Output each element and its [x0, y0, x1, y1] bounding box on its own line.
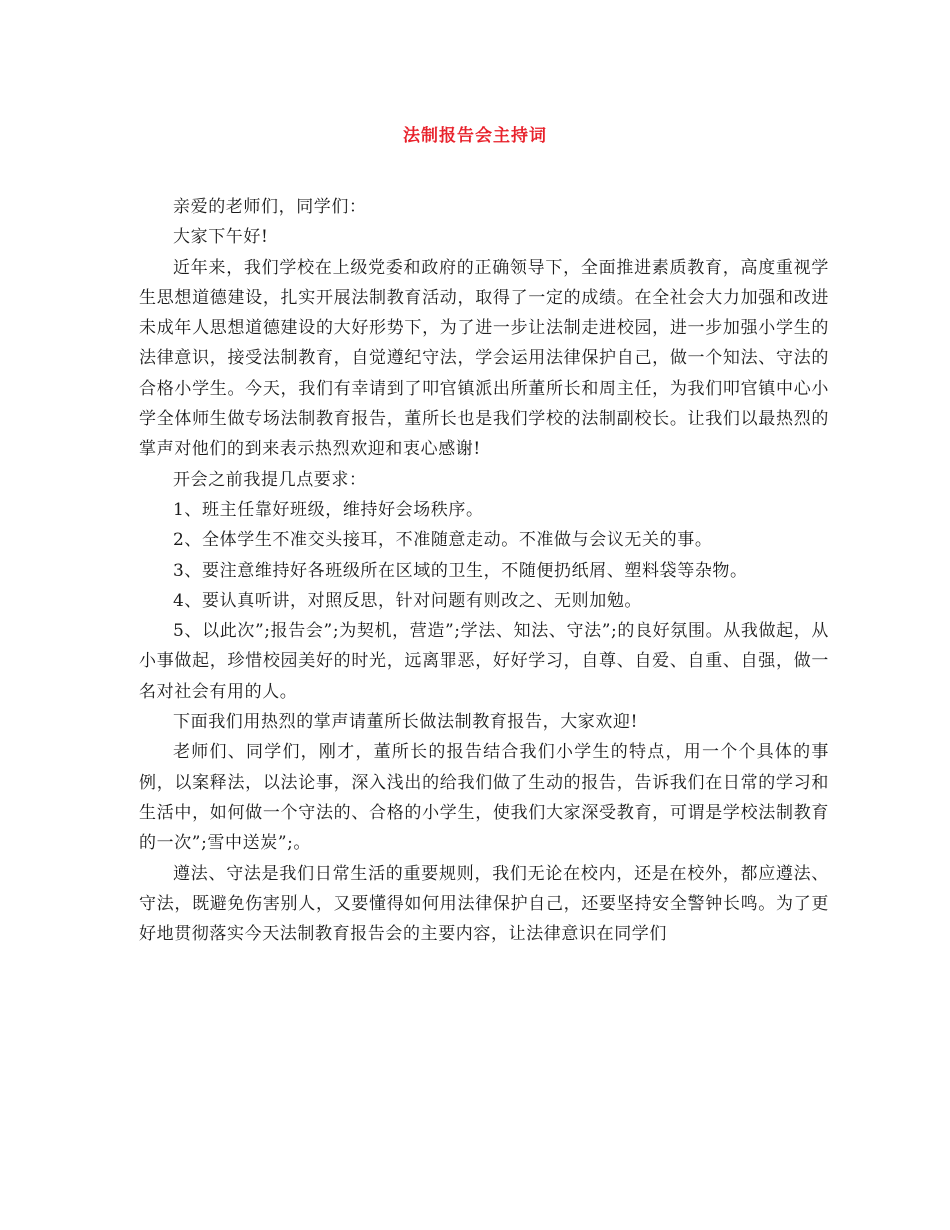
paragraph-introduction: 近年来，我们学校在上级党委和政府的正确领导下，全面推进素质教育，高度重视学生思想道德建设，扎实开展法制教育活动，取得了一定的成绩。在全社会大力加强和改进未成年人思想道德建设的大好形势下，为了进一步让法制走进校园，进一步加强小学生的法律意识，接受法制教育，自觉遵纪守法，学会运用法律保护自己，做一个知法、守法的合格小学生。今天，我们有幸请到了叩官镇派出所董所长和周主任，为我们叩官镇中心小学全体师生做专场法制教育报告，董所长也是我们学校的法制副校长。让我们以最热烈的掌声对他们的到来表示热烈欢迎和衷心感谢! — [139, 257, 829, 460]
paragraph-invitation: 下面我们用热烈的掌声请董所长做法制教育报告，大家欢迎! — [173, 712, 639, 733]
requirement-item-4: 4、要认真听讲，对照反思，针对问题有则改之、无则加勉。 — [173, 590, 643, 611]
requirement-item-2: 2、全体学生不准交头接耳，不准随意走动。不准做与会议无关的事。 — [173, 530, 713, 551]
paragraph-greeting: 亲爱的老师们，同学们： — [173, 197, 367, 217]
document-body — [139, 192, 829, 949]
paragraph-closing: 遵法、守法是我们日常生活的重要规则，我们无论在校内，还是在校外，都应遵法、守法，既避免伤害别人，又要懂得如何用法律保护自己，还要坚持安全警钟长鸣。为了更好地贯彻落实今天法制教育报告会的主要内容，让法律意识在同学们 — [139, 863, 829, 945]
requirement-item-3: 3、要注意维持好各班级所在区域的卫生，不随便扔纸屑、塑料袋等杂物。 — [173, 560, 748, 581]
paragraph-salutation: 大家下午好! — [173, 227, 269, 248]
requirement-item-5: 5、以此次”;报告会”;为契机，营造”;学法、知法、守法”;的良好氛围。从我做起，从小事做起，珍惜校园美好的时光，远离罪恶，好好学习，自尊、自爱、自重、自强，做一名对社会有用的人。 — [139, 621, 829, 702]
paragraph-requirements-heading: 开会之前我提几点要求： — [173, 469, 367, 490]
requirement-item-1: 1、班主任靠好班级，维持好会场秩序。 — [173, 499, 484, 520]
paragraph-summary: 老师们、同学们，刚才，董所长的报告结合我们小学生的特点，用一个个具体的事例，以案释法，以法论事，深入浅出的给我们做了生动的报告，告诉我们在日常的学习和生活中，如何做一个守法的、合格的小学生，使我们大家深受教育，可谓是学校法制教育的一次”;雪中送炭”;。 — [139, 742, 829, 854]
document-title: 法制报告会主持词 — [403, 126, 547, 146]
